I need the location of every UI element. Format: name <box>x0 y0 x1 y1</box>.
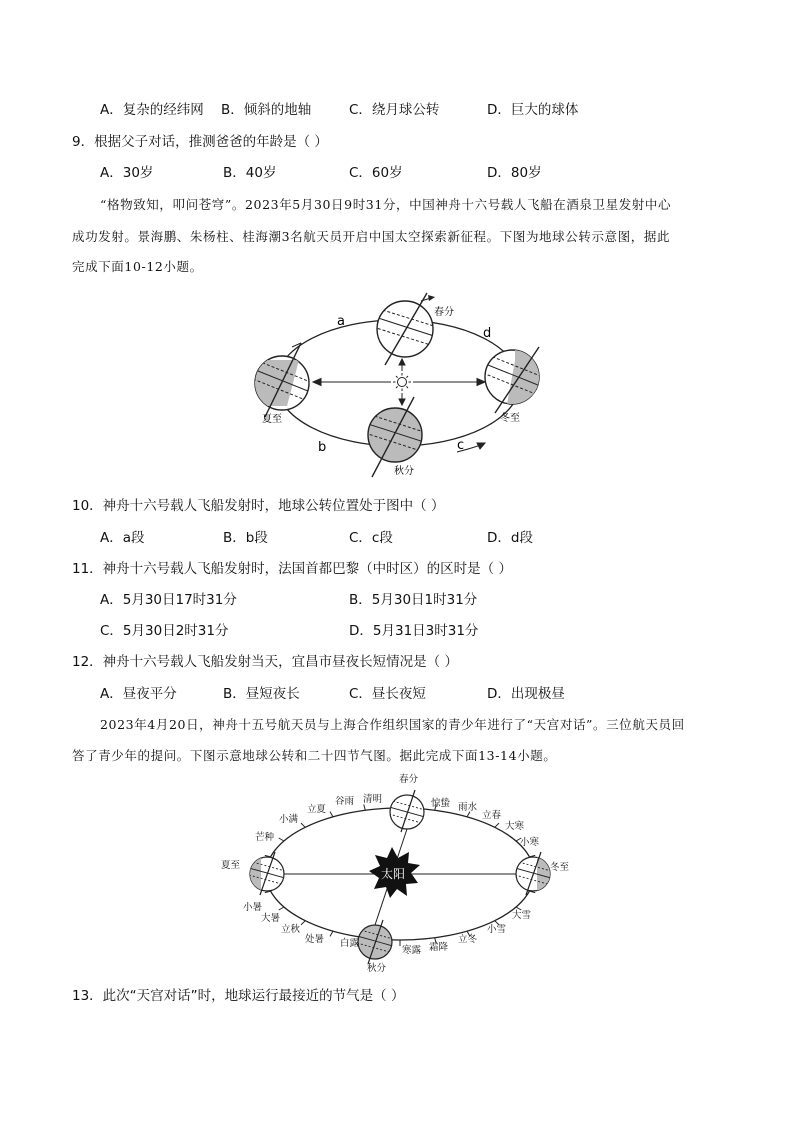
orbit-tick <box>495 823 499 827</box>
q8-option-c: C．绕月球公转 <box>349 102 440 118</box>
term-label-spring: 春分 <box>434 307 454 318</box>
term-dashu: 大暑 <box>261 913 281 924</box>
segment-label-b: b <box>318 440 327 455</box>
q12-option-a: A．昼夜平分 <box>100 686 177 702</box>
term-label-summer: 夏至 <box>262 414 282 425</box>
passage1-line-1: “格物致知，叩问苍穹”。2023年5月30日9时31分，中国神舟十六号载人飞船在酒泉卫星发射中心 <box>100 197 672 212</box>
term-chunfen: 春分 <box>399 774 419 785</box>
orbit-tick <box>330 931 333 936</box>
term-yushui: 雨水 <box>458 802 478 813</box>
passage1-line-3: 完成下面10-12小题。 <box>72 259 203 274</box>
term-qingming: 清明 <box>363 794 383 805</box>
orbit-tick <box>279 907 284 910</box>
q10-stem: 10．神舟十六号载人飞船发射时，地球公转位置处于图中（ ） <box>72 498 445 514</box>
term-shuangjiang: 霜降 <box>429 942 449 953</box>
sun-label: 太阳 <box>380 867 406 881</box>
q9-option-a: A．30岁 <box>100 165 154 181</box>
term-mangzhong: 芒种 <box>255 832 275 843</box>
term-xiaohan: 小寒 <box>520 837 540 848</box>
q12-option-b: B．昼短夜长 <box>223 686 300 702</box>
earth-spring-equinox <box>373 293 437 365</box>
term-label-winter: 冬至 <box>500 413 520 424</box>
orbit-tick <box>279 838 284 841</box>
q11-stem: 11．神舟十六号载人飞船发射时，法国首都巴黎（中时区）的区时是（ ） <box>72 561 512 577</box>
q8-option-a: A．复杂的经纬网 <box>100 102 204 118</box>
segment-label-c: c <box>457 438 465 453</box>
earth-winter-small <box>515 852 553 895</box>
q9-stem: 9．根据父子对话，推测爸爸的年龄是（ ） <box>72 134 328 150</box>
q11-option-a: A．5月30日17时31分 <box>100 592 237 608</box>
earth-autumn-small <box>357 920 393 964</box>
term-label-autumn: 秋分 <box>394 466 414 477</box>
term-qiufen: 秋分 <box>367 963 387 974</box>
q10-option-d: D．d段 <box>487 530 533 546</box>
term-hanlu: 寒露 <box>402 945 422 956</box>
term-xiaoman: 小满 <box>279 814 299 825</box>
term-lidong: 立冬 <box>458 934 478 945</box>
orbit-tick <box>301 921 305 925</box>
term-guyu: 谷雨 <box>335 796 355 807</box>
earth-summer-solstice <box>253 343 313 417</box>
solar-terms-figure <box>215 770 585 980</box>
sun-icon <box>393 373 411 391</box>
term-dongzhi: 冬至 <box>550 862 570 873</box>
q10-option-b: B．b段 <box>223 530 268 546</box>
earth-spring-small <box>389 790 425 832</box>
term-bailu: 白露 <box>340 938 360 949</box>
term-daxue: 大雪 <box>512 910 532 921</box>
passage1-line-2: 成功发射。景海鹏、朱杨柱、桂海潮3名航天员开启中国太空探索新征程。下图为地球公转示意图，据此 <box>72 229 671 244</box>
q10-option-a: A．a段 <box>100 530 145 546</box>
q8-option-d: D．巨大的球体 <box>487 102 579 118</box>
term-lichun: 立春 <box>482 810 502 821</box>
q13-stem: 13．此次“天宫对话”时，地球运行最接近的节气是（ ） <box>72 988 405 1004</box>
q12-option-d: D．出现极昼 <box>487 686 565 702</box>
earth-winter-solstice <box>483 347 545 413</box>
term-xiazhi: 夏至 <box>221 860 241 871</box>
term-xiaoxue: 小雪 <box>487 924 507 935</box>
q10-option-c: C．c段 <box>349 530 393 546</box>
term-chushu: 处暑 <box>305 934 325 945</box>
q11-option-d: D．5月31日3时31分 <box>349 623 479 639</box>
q9-option-c: C．60岁 <box>349 165 403 181</box>
q11-option-b: B．5月30日1时31分 <box>349 592 478 608</box>
orbit-tick <box>364 804 366 810</box>
orbit-tick <box>330 812 333 817</box>
q9-option-b: B．40岁 <box>223 165 277 181</box>
term-dahan: 大寒 <box>505 821 525 832</box>
passage2-line-1: 2023年4月20日，神舟十五号航天员与上海合作组织国家的青少年进行了“天宫对话”。三位航天员回 <box>100 717 685 732</box>
q11-option-c: C．5月30日2时31分 <box>100 623 229 639</box>
earth-autumn-equinox <box>365 397 427 477</box>
q9-option-d: D．80岁 <box>487 165 542 181</box>
orbit-tick <box>301 823 305 827</box>
term-xiaoshu: 小暑 <box>243 902 263 913</box>
term-jingzhe: 惊蛰 <box>431 798 451 809</box>
term-lixia: 立夏 <box>307 804 327 815</box>
segment-label-d: d <box>483 326 492 341</box>
earth-summer-small <box>245 852 285 895</box>
passage2-line-2: 答了青少年的提问。下图示意地球公转和二十四节气图。据此完成下面13-14小题。 <box>72 748 557 763</box>
q12-option-c: C．昼长夜短 <box>349 686 426 702</box>
segment-label-a: a <box>337 314 345 329</box>
q8-option-b: B．倾斜的地轴 <box>221 102 312 118</box>
q12-stem: 12．神舟十六号载人飞船发射当天，宜昌市昼夜长短情况是（ ） <box>72 654 458 670</box>
sun-burst-icon <box>369 847 420 898</box>
earth-orbit-figure <box>245 285 555 477</box>
term-liqiu: 立秋 <box>281 924 301 935</box>
